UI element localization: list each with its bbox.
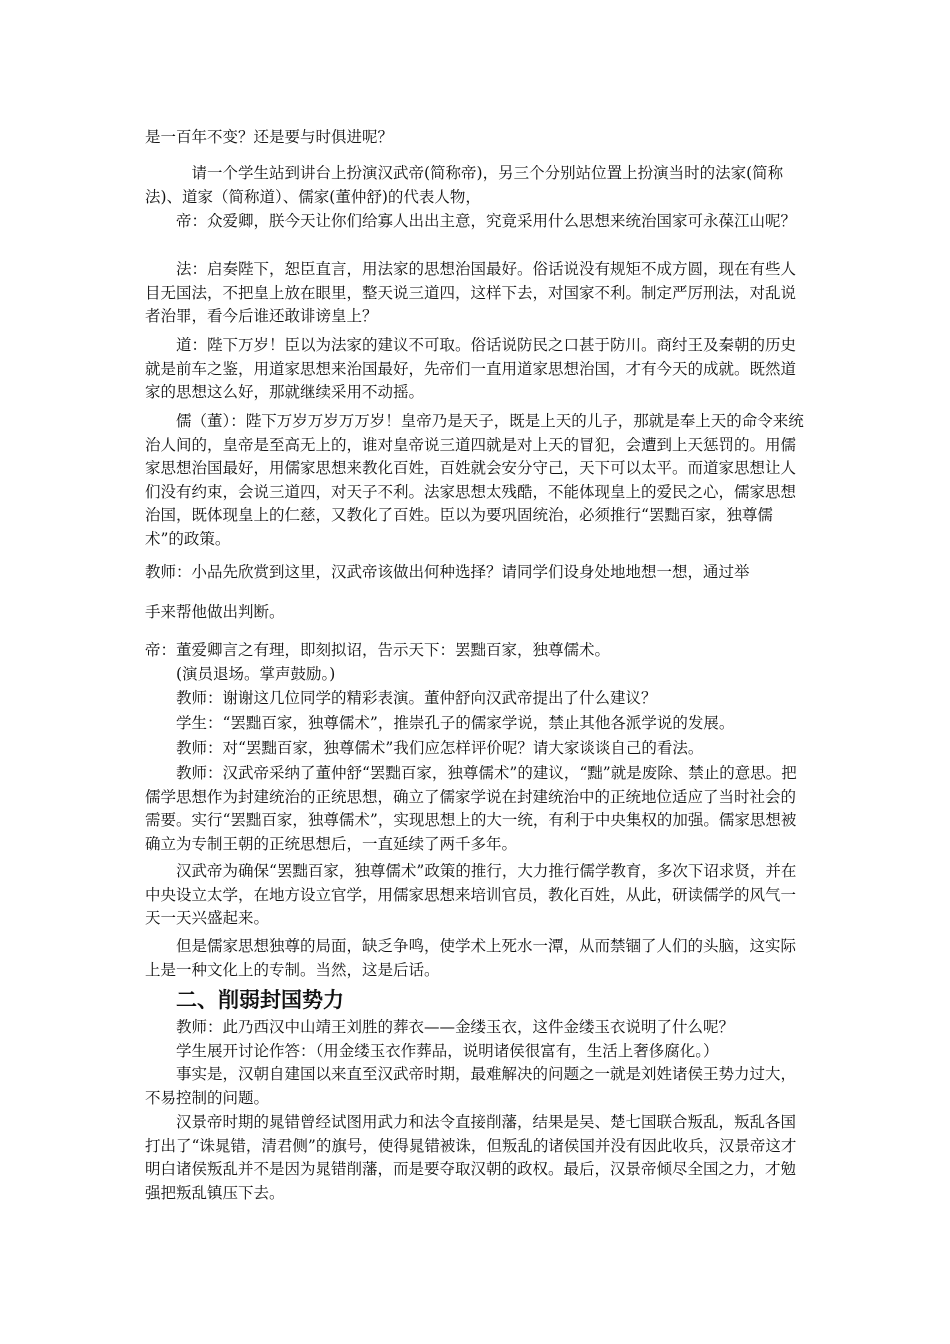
- paragraph-roleplay-setup: 请一个学生站到讲台上扮演汉武帝(简称帝)，另三个分别站位置上扮演当时的法家(简称法)、道家（简称道）、儒家(董仲舒)的代表人物，: [145, 164, 784, 206]
- paragraph-student-answer: 学生：“罢黜百家，独尊儒术”，推崇孔子的儒家学说，禁止其他各派学说的发展。: [176, 714, 735, 732]
- paragraph-student-discussion: 学生展开讨论作答：（用金缕玉衣作葬品，说明诸侯很富有，生活上奢侈腐化。）: [176, 1042, 719, 1060]
- paragraph-confucian-education: 汉武帝为确保“罢黜百家，独尊儒术”政策的推行，大力推行儒学教育，多次下诏求贤，并在中央设立太学，在地方设立官学，用儒家思想来培训官员，教化百姓，从此，研读儒学的风气一天一天兴盛起来。: [145, 862, 797, 927]
- paragraph-jade-suit-question: 教师：此乃西汉中山靖王刘胜的葬衣——金缕玉衣，这件金缕玉衣说明了什么呢？: [176, 1018, 735, 1036]
- paragraph-taoist-speech: 道：陛下万岁！臣以为法家的建议不可取。俗话说防民之口甚于防川。商纣王及秦朝的历史就是前车之鉴，用道家思想来治国最好，先帝们一直用道家思想治国，才有今天的成就。既然道家的思想这么好，那就继续采用不动摇。: [145, 336, 797, 401]
- paragraph-teacher-prompt-cont: 手来帮他做出判断。: [145, 603, 285, 621]
- paragraph-teacher-prompt: 教师：小品先欣赏到这里，汉武帝该做出何种选择？请同学们设身处地地想一想，通过举: [145, 563, 750, 581]
- paragraph-cultural-autocracy: 但是儒家思想独尊的局面，缺乏争鸣，使学术上死水一潭，从而禁锢了人们的头脑，这实际上是一种文化上的专制。当然，这是后话。: [145, 937, 797, 979]
- paragraph-opening-question: 是一百年不变？还是要与时俱进呢？: [145, 128, 394, 146]
- paragraph-teacher-thanks: 教师：谢谢这几位同学的精彩表演。董仲舒向汉武帝提出了什么建议？: [176, 689, 657, 707]
- paragraph-teacher-evaluation: 教师：对“罢黜百家，独尊儒术”我们应怎样评价呢？请大家谈谈自己的看法。: [176, 739, 704, 757]
- section-heading: 二、削弱封国势力: [176, 988, 344, 1012]
- paragraph-teacher-explanation: 教师：汉武帝采纳了董仲舒“罢黜百家，独尊儒术”的建议，“黜”就是废除、禁止的意思。把儒学思想作为封建统治的正统思想，确立了儒家学说在封建统治中的正统地位适应了当时社会的需要。实行“罢黜百家，独尊儒术”，实现思想上的大一统，有利于中央集权的加强。儒家思想被确立为专制王朝的正统思想后，一直延续了两千多年。: [145, 764, 797, 853]
- paragraph-seven-states-rebellion: 汉景帝时期的晁错曾经试图用武力和法令直接削藩，结果是吴、楚七国联合叛乱，叛乱各国打出了“诛晁错，清君侧”的旗号，使得晁错被诛，但叛乱的诸侯国并没有因此收兵，汉景帝这才明白诸侯叛乱并不是因为晁错削藩，而是要夺取汉朝的政权。最后，汉景帝倾尽全国之力，才勉强把叛乱镇压下去。: [145, 1113, 797, 1202]
- paragraph-stage-direction: (演员退场。掌声鼓励。): [176, 665, 336, 683]
- paragraph-legalist-speech: 法：启奏陛下，恕臣直言，用法家的思想治国最好。俗话说没有规矩不成方圆，现在有些人目无国法，不把皇上放在眼里，整天说三道四，这样下去，对国家不利。制定严厉刑法，对乱说者治罪，看今后谁还敢诽谤皇上？: [145, 260, 797, 325]
- paragraph-emperor-decree: 帝：董爱卿言之有理，即刻拟诏，告示天下：罢黜百家，独尊儒术。: [145, 641, 611, 659]
- paragraph-vassal-problem: 事实是，汉朝自建国以来直至汉武帝时期，最难解决的问题之一就是刘姓诸侯王势力过大，不易控制的问题。: [145, 1065, 797, 1107]
- paragraph-confucian-speech: 儒（董）：陛下万岁万岁万万岁！皇帝乃是天子，既是上天的儿子，那就是奉上天的命令来统治人间的，皇帝是至高无上的，谁对皇帝说三道四就是对上天的冒犯，会遭到上天惩罚的。用儒家思想治国最好，用儒家思想来教化百姓，百姓就会安分守己，天下可以太平。而道家思想让人们没有约束，会说三道四，对天子不利。法家思想太残酷，不能体现皇上的爱民之心，儒家思想治国，既体现皇上的仁慈，又教化了百姓。臣以为要巩固统治，必须推行“罢黜百家，独尊儒术”的政策。: [145, 412, 804, 548]
- paragraph-emperor-question: 帝：众爱卿，朕今天让你们给寡人出出主意，究竟采用什么思想来统治国家可永葆江山呢？: [176, 212, 797, 230]
